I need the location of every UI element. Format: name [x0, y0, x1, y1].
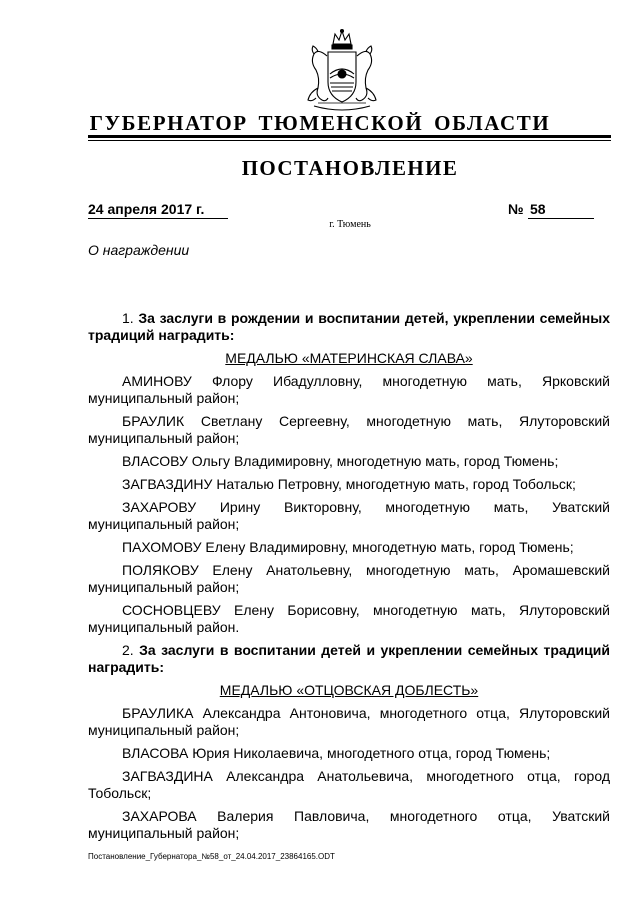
document-number: 58 [528, 200, 594, 219]
award-item: БРАУЛИК Светлану Сергеевну, многодетную мать, Ялуторовский муниципальный район; [88, 413, 610, 446]
award-item: ЗАХАРОВУ Ирину Викторовну, многодетную мать, Уватский муниципальный район; [88, 499, 610, 532]
footer-filename: Постановление_Губернатора_№58_от_24.04.2017_23864165.ODT [88, 852, 335, 861]
section-2-medal: МЕДАЛЬЮ «ОТЦОВСКАЯ ДОБЛЕСТЬ» [219, 682, 479, 698]
coat-of-arms-icon [300, 28, 384, 114]
award-item: ВЛАСОВА Юрия Николаевича, многодетного отца, город Тюмень; [122, 745, 551, 761]
document-number-label: № [508, 201, 524, 217]
award-item: ВЛАСОВУ Ольгу Владимировну, многодетную мать, город Тюмень; [122, 453, 559, 469]
section-1-medal: МЕДАЛЬЮ «МАТЕРИНСКАЯ СЛАВА» [225, 350, 473, 366]
document-body [88, 310, 610, 848]
document-subject: О награждении [88, 242, 190, 258]
award-item: ЗАГВАЗДИНА Александра Анатольевича, многодетного отца, город Тобольск; [88, 768, 610, 801]
document-date: 24 апреля 2017 г. [88, 200, 228, 219]
award-item: СОСНОВЦЕВУ Елену Борисовну, многодетную мать, Ялуторовский муниципальный район. [88, 602, 610, 635]
authority-title: ГУБЕРНАТОР ТЮМЕНСКОЙ ОБЛАСТИ [89, 111, 551, 135]
award-item: БРАУЛИКА Александра Антоновича, многодетного отца, Ялуторовский муниципальный район; [88, 705, 610, 738]
section-2-intro: 2. За заслуги в воспитании детей и укреплении семейных традиций наградить: [88, 642, 610, 675]
document-type: ПОСТАНОВЛЕНИЕ [241, 156, 459, 180]
document-city: г. Тюмень [329, 219, 371, 230]
award-item: ПАХОМОВУ Елену Владимировну, многодетную мать, город Тюмень; [122, 539, 574, 555]
section-1-intro: 1. За заслуги в рождении и воспитании детей, укреплении семейных традиций наградить: [88, 310, 610, 343]
award-item: ЗАХАРОВА Валерия Павловича, многодетного отца, Уватский муниципальный район; [88, 808, 610, 841]
award-item: АМИНОВУ Флору Ибадулловну, многодетную мать, Ярковский муниципальный район; [88, 373, 610, 406]
award-item: ПОЛЯКОВУ Елену Анатольевну, многодетную мать, Аромашевский муниципальный район; [88, 562, 610, 595]
award-item: ЗАГВАЗДИНУ Наталью Петровну, многодетную мать, город Тобольск; [122, 476, 576, 492]
header-rule-thick [88, 135, 611, 138]
header-rule-thin [88, 140, 611, 141]
